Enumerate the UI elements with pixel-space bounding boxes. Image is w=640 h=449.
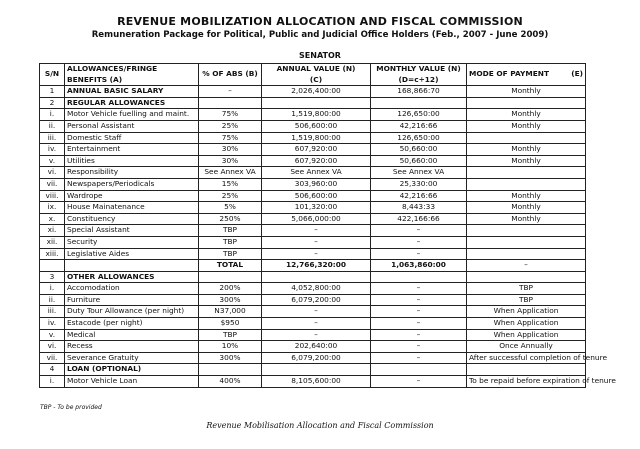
- row-number: iii.: [40, 132, 65, 144]
- monthly-cell: 126,650:00: [371, 132, 467, 144]
- empty-cell: [199, 364, 262, 376]
- row-number: ix.: [40, 202, 65, 214]
- row-label: Motor Vehicle fuelling and maint.: [65, 109, 199, 121]
- pct-cell: 30%: [199, 144, 262, 156]
- table-row: [40, 236, 586, 248]
- annual-cell: –: [262, 318, 371, 330]
- section-number: 1: [40, 86, 65, 98]
- monthly-cell: –: [371, 376, 467, 388]
- office-heading: SENATOR: [299, 51, 341, 60]
- monthly-cell: 50,660:00: [371, 144, 467, 156]
- footer-signature: Revenue Mobilisation Allocation and Fiscal Commission: [206, 421, 434, 430]
- total-label: TOTAL: [199, 260, 262, 272]
- annual-cell: 6,079,200:00: [262, 352, 371, 364]
- mode-cell: When Application: [467, 329, 586, 341]
- pct-cell: TBP: [199, 236, 262, 248]
- pct-cell: 30%: [199, 155, 262, 167]
- row-label: Medical: [65, 329, 199, 341]
- monthly-cell: 25,330:00: [371, 178, 467, 190]
- annual-cell: –: [262, 236, 371, 248]
- mode-cell: To be repaid before expiration of tenure: [467, 376, 586, 388]
- table-row: [40, 306, 586, 318]
- monthly-cell: –: [371, 306, 467, 318]
- col-allowances-header: ALLOWANCES/FRINGE BENEFITS (A): [65, 64, 199, 86]
- pct-cell: 300%: [199, 294, 262, 306]
- pct-cell: 75%: [199, 132, 262, 144]
- monthly-cell: –: [371, 248, 467, 260]
- total-row: [40, 260, 586, 272]
- annual-cell: 506,600:00: [262, 120, 371, 132]
- table-row: [40, 144, 586, 156]
- row-number: i.: [40, 376, 65, 388]
- row-label: Accomodation: [65, 283, 199, 295]
- header-row: [40, 64, 586, 86]
- table-row: [40, 294, 586, 306]
- monthly-cell: 8,443:33: [371, 202, 467, 214]
- total-annual: 12,766,320:00: [262, 260, 371, 272]
- annual-cell: 303,960:00: [262, 178, 371, 190]
- row-label: Utilities: [65, 155, 199, 167]
- col-monthly-header: MONTHLY VALUE (N) (D=c÷12): [371, 64, 467, 86]
- section-label: OTHER ALLOWANCES: [65, 271, 199, 283]
- mode-cell: Monthly: [467, 86, 586, 98]
- annual-cell: 607,920:00: [262, 144, 371, 156]
- annual-cell: 5,066,000:00: [262, 213, 371, 225]
- empty-cell: [371, 364, 467, 376]
- monthly-cell: 126,650:00: [371, 109, 467, 121]
- pct-cell: –: [199, 86, 262, 98]
- monthly-cell: –: [371, 294, 467, 306]
- remuneration-table: [39, 63, 616, 388]
- annual-basic-salary-row: [40, 86, 586, 98]
- row-number: vii.: [40, 178, 65, 190]
- monthly-cell: 50,660:00: [371, 155, 467, 167]
- annual-cell: 1,519,800:00: [262, 109, 371, 121]
- col-pct-header: % OF ABS (B): [199, 64, 262, 86]
- monthly-cell: 42,216:66: [371, 190, 467, 202]
- monthly-cell: –: [371, 341, 467, 353]
- pct-cell: $950: [199, 318, 262, 330]
- table-row: [40, 155, 586, 167]
- row-number: x.: [40, 213, 65, 225]
- monthly-cell: –: [371, 329, 467, 341]
- table-row: [40, 341, 586, 353]
- mode-cell: Monthly: [467, 109, 586, 121]
- monthly-cell: –: [371, 225, 467, 237]
- row-number: iii.: [40, 306, 65, 318]
- row-label: Security: [65, 236, 199, 248]
- section-label: LOAN (OPTIONAL): [65, 364, 199, 376]
- row-label: Responsibility: [65, 167, 199, 179]
- row-label: Newspapers/Periodicals: [65, 178, 199, 190]
- monthly-cell: –: [371, 283, 467, 295]
- row-number: vi.: [40, 341, 65, 353]
- mode-cell: [467, 132, 586, 144]
- section-number: 2: [40, 97, 65, 109]
- row-label: Estacode (per night): [65, 318, 199, 330]
- empty-cell: [467, 271, 586, 283]
- table-row: [40, 167, 586, 179]
- row-number: xi.: [40, 225, 65, 237]
- row-label: Recess: [65, 341, 199, 353]
- row-number: xiii.: [40, 248, 65, 260]
- mode-cell: Monthly: [467, 155, 586, 167]
- annual-cell: –: [262, 329, 371, 341]
- annual-cell: See Annex VA: [262, 167, 371, 179]
- section-number: 4: [40, 364, 65, 376]
- pct-cell: 15%: [199, 178, 262, 190]
- mode-cell: When Application: [467, 306, 586, 318]
- section-label: REGULAR ALLOWANCES: [65, 97, 199, 109]
- table-row: [40, 376, 586, 388]
- row-label: Legislative Aides: [65, 248, 199, 260]
- row-number: iv.: [40, 144, 65, 156]
- table-row: [40, 352, 586, 364]
- pct-cell: See Annex VA: [199, 167, 262, 179]
- annual-cell: 8,105,600:00: [262, 376, 371, 388]
- table-row: [40, 109, 586, 121]
- total-monthly: 1,063,860:00: [371, 260, 467, 272]
- mode-cell: [467, 236, 586, 248]
- row-number: ii.: [40, 120, 65, 132]
- section-header-row: [40, 364, 586, 376]
- row-label: Wardrope: [65, 190, 199, 202]
- row-label: Personal Assistant: [65, 120, 199, 132]
- annual-cell: –: [262, 248, 371, 260]
- section-label: ANNUAL BASIC SALARY: [65, 86, 199, 98]
- annual-cell: 202,640:00: [262, 341, 371, 353]
- row-number: i.: [40, 109, 65, 121]
- table-row: [40, 202, 586, 214]
- monthly-cell: See Annex VA: [371, 167, 467, 179]
- pct-cell: N37,000: [199, 306, 262, 318]
- mode-cell: TBP: [467, 294, 586, 306]
- table-row: [40, 329, 586, 341]
- pct-cell: 5%: [199, 202, 262, 214]
- annual-cell: 506,600:00: [262, 190, 371, 202]
- mode-cell: TBP: [467, 283, 586, 295]
- annual-cell: 2,026,400:00: [262, 86, 371, 98]
- annual-cell: –: [262, 225, 371, 237]
- row-number: ii.: [40, 294, 65, 306]
- row-number: viii.: [40, 190, 65, 202]
- row-label: Special Assistant: [65, 225, 199, 237]
- table-row: [40, 283, 586, 295]
- row-label: Furniture: [65, 294, 199, 306]
- mode-cell: Once Annually: [467, 341, 586, 353]
- row-number: iv.: [40, 318, 65, 330]
- mode-cell: [467, 248, 586, 260]
- pct-cell: TBP: [199, 225, 262, 237]
- document-title: REVENUE MOBILIZATION ALLOCATION AND FISCAL COMMISSION: [117, 15, 523, 28]
- empty-cell: [371, 271, 467, 283]
- annual-cell: 101,320:00: [262, 202, 371, 214]
- mode-cell: Monthly: [467, 190, 586, 202]
- row-number: vi.: [40, 167, 65, 179]
- monthly-cell: –: [371, 236, 467, 248]
- table-row: [40, 248, 586, 260]
- document-subtitle: Remuneration Package for Political, Public and Judicial Office Holders (Feb., 2007 - June 2009): [91, 30, 549, 40]
- monthly-cell: 42,216:66: [371, 120, 467, 132]
- empty-cell: [65, 260, 199, 272]
- row-label: Constituency: [65, 213, 199, 225]
- monthly-cell: –: [371, 318, 467, 330]
- total-mode: –: [467, 260, 586, 272]
- row-label: Severance Gratuity: [65, 352, 199, 364]
- annual-cell: 607,920:00: [262, 155, 371, 167]
- section-header-row: [40, 271, 586, 283]
- tbp-note: TBP - To be provided: [40, 404, 102, 411]
- empty-cell: [199, 271, 262, 283]
- pct-cell: 75%: [199, 109, 262, 121]
- pct-cell: TBP: [199, 329, 262, 341]
- pct-cell: 10%: [199, 341, 262, 353]
- col-annual-header: ANNUAL VALUE (N) (C): [262, 64, 371, 86]
- row-label: Entertainment: [65, 144, 199, 156]
- row-label: Domestic Staff: [65, 132, 199, 144]
- row-number: i.: [40, 283, 65, 295]
- table-row: [40, 178, 586, 190]
- mode-cell: After successful completion of tenure: [467, 352, 586, 364]
- monthly-cell: 168,866:70: [371, 86, 467, 98]
- section-number: 3: [40, 271, 65, 283]
- annual-cell: 1,519,800:00: [262, 132, 371, 144]
- pct-cell: 300%: [199, 352, 262, 364]
- row-number: xii.: [40, 236, 65, 248]
- mode-cell: [467, 167, 586, 179]
- row-label: House Mainatenance: [65, 202, 199, 214]
- row-number: vii.: [40, 352, 65, 364]
- pct-cell: 25%: [199, 120, 262, 132]
- annual-cell: 6,079,200:00: [262, 294, 371, 306]
- table-row: [40, 120, 586, 132]
- monthly-cell: –: [371, 352, 467, 364]
- pct-cell: 200%: [199, 283, 262, 295]
- col-mode-header: MODE OF PAYMENT (E): [467, 64, 586, 86]
- table-row: [40, 190, 586, 202]
- col-sn-header: S/N: [40, 64, 65, 86]
- pct-cell: 250%: [199, 213, 262, 225]
- pct-cell: 400%: [199, 376, 262, 388]
- empty-cell: [262, 271, 371, 283]
- empty-cell: [262, 364, 371, 376]
- table-row: [40, 318, 586, 330]
- pct-cell: TBP: [199, 248, 262, 260]
- mode-cell: Monthly: [467, 202, 586, 214]
- empty-cell: [40, 260, 65, 272]
- monthly-cell: 422,166:66: [371, 213, 467, 225]
- row-number: v.: [40, 155, 65, 167]
- mode-cell: [467, 178, 586, 190]
- pct-cell: 25%: [199, 190, 262, 202]
- row-label: Duty Tour Allowance (per night): [65, 306, 199, 318]
- mode-cell: Monthly: [467, 213, 586, 225]
- table-row: [40, 225, 586, 237]
- mode-cell: Monthly: [467, 144, 586, 156]
- empty-cell: [467, 364, 586, 376]
- mode-cell: [467, 225, 586, 237]
- table-row: [40, 213, 586, 225]
- row-label: Motor Vehicle Loan: [65, 376, 199, 388]
- section-header-row: [40, 97, 586, 109]
- annual-cell: –: [262, 306, 371, 318]
- mode-cell: When Application: [467, 318, 586, 330]
- table-row: [40, 132, 586, 144]
- row-number: v.: [40, 329, 65, 341]
- annual-cell: 4,052,800:00: [262, 283, 371, 295]
- mode-cell: Monthly: [467, 120, 586, 132]
